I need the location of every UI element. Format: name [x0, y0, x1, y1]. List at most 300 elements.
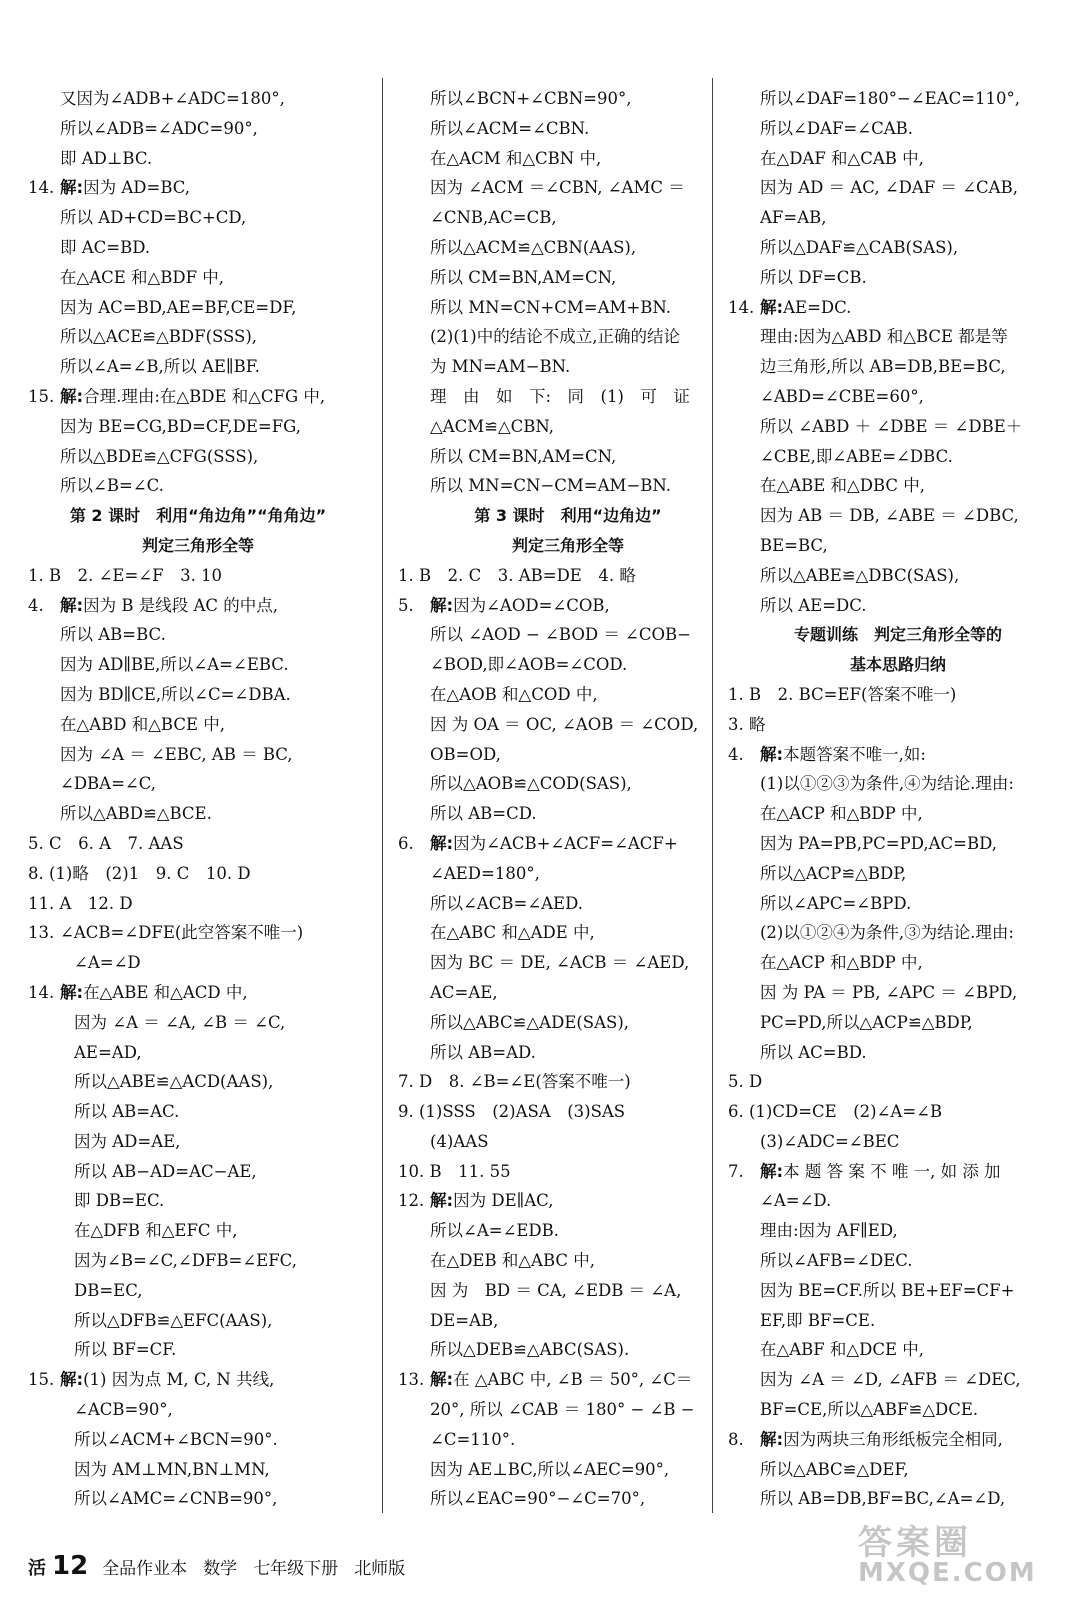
answer-text: ∠CBE,即∠ABE=∠DBC. — [760, 446, 953, 466]
answer-text: 专题训练 判定三角形全等的 — [793, 625, 1002, 645]
answer-line — [398, 680, 738, 710]
answer-line — [28, 382, 368, 412]
answer-text: 本题答案不唯一,如: — [783, 744, 926, 764]
question-number: 6. — [398, 833, 414, 853]
answer-text: 所以△ABE≌△ACD(AAS), — [74, 1072, 274, 1092]
answer-text: 基本思路归纳 — [849, 655, 946, 675]
answer-text: 所以△ABC≌△DEF, — [760, 1459, 909, 1479]
footer-grade: 七年级下册 — [253, 1559, 339, 1579]
answer-text: 在△ACP 和△BDP 中, — [760, 953, 923, 973]
answer-line — [28, 293, 368, 323]
answer-line — [398, 1067, 738, 1097]
answer-text: 理由:因为 AF∥ED, — [760, 1221, 898, 1241]
question-number: 13. — [398, 1370, 425, 1390]
answer-line — [28, 144, 368, 174]
answer-text: 所以 AB=CD. — [430, 804, 537, 824]
answer-text: (1)以①②③为条件,④为结论.理由: — [760, 774, 1014, 794]
footer-prefix: 活 — [28, 1558, 46, 1579]
answer-text: 因为 AD ＝ AC, ∠DAF ＝ ∠CAB, — [760, 178, 1018, 198]
answer-text: AE=DC. — [783, 297, 852, 317]
answer-line — [398, 352, 738, 382]
answer-text: ∠BOD,即∠AOB=∠COD. — [430, 655, 628, 675]
answer-text: EF,即 BF=CE. — [760, 1310, 876, 1330]
answer-text: 所以 AB−AD=AC−AE, — [74, 1161, 257, 1181]
answer-line — [28, 1127, 368, 1157]
answer-line — [28, 173, 368, 203]
answer-text: 在 △ABC 中, ∠B ＝ 50°, ∠C＝ — [453, 1370, 693, 1390]
answer-line — [28, 1395, 368, 1425]
answer-line — [398, 442, 738, 472]
answer-text: 7. D 8. ∠B=∠E(答案不唯一) — [398, 1072, 631, 1092]
answer-text: 8. (1)略 (2)1 9. C 10. D — [28, 863, 251, 883]
answer-line — [28, 322, 368, 352]
answer-text: 在△DEB 和△ABC 中, — [430, 1251, 595, 1271]
solution-label: 解: — [760, 744, 784, 764]
answer-line — [398, 740, 738, 770]
answer-text: 11. A 12. D — [28, 893, 133, 913]
answer-text: PC=PD,所以△ACP≌△BDP, — [760, 1012, 973, 1032]
answer-line — [728, 948, 1068, 978]
answer-text: 所以∠ACM=∠CBN. — [430, 118, 590, 138]
answer-text: 因为 AM⊥MN,BN⊥MN, — [74, 1459, 270, 1479]
answer-text: 所以△ACP≌△BDP, — [760, 863, 907, 883]
answer-line — [28, 1097, 368, 1127]
answer-text: 所以∠DAF=∠CAB. — [760, 118, 913, 138]
answer-text: 在△ACE 和△BDF 中, — [60, 267, 225, 287]
answer-line — [728, 1365, 1068, 1395]
answer-line — [28, 1455, 368, 1485]
answer-text: 5. D — [728, 1072, 763, 1092]
answer-text: 在△ABD 和△BCE 中, — [60, 714, 225, 734]
answer-line — [728, 501, 1068, 531]
answer-text: 因为 AB ＝ DB, ∠ABE ＝ ∠DBC, — [760, 506, 1019, 526]
answer-text: 所以∠A=∠EDB. — [430, 1221, 560, 1241]
question-number: 4. — [728, 744, 744, 764]
answer-line — [398, 322, 738, 352]
answer-line — [398, 1038, 738, 1068]
answer-text: 所以△AOB≌△COD(SAS), — [430, 774, 632, 794]
answer-line — [28, 1276, 368, 1306]
answer-line — [398, 710, 738, 740]
question-number: 14. — [728, 297, 755, 317]
answer-text: 5. C 6. A 7. AAS — [28, 833, 184, 853]
answer-line — [398, 889, 738, 919]
answer-line — [728, 114, 1068, 144]
answer-text: 因为 AD∥BE,所以∠A=∠EBC. — [60, 655, 289, 675]
answer-text: 所以 AB=BC. — [60, 625, 166, 645]
answer-text: 为 MN=AM−BN. — [430, 357, 571, 377]
answer-text: 所以△ABD≌△BCE. — [60, 804, 212, 824]
answer-line — [398, 84, 738, 114]
answer-text: 所以△ABE≌△DBC(SAS), — [760, 565, 960, 585]
answer-text: 所以∠AMC=∠CNB=90°, — [74, 1489, 278, 1509]
answer-line — [398, 1455, 738, 1485]
answer-line — [28, 84, 368, 114]
answer-text: AE=AD, — [74, 1042, 142, 1062]
answer-line — [728, 829, 1068, 859]
answer-text: 所以 AB=AC. — [74, 1102, 180, 1122]
answer-text: 所以 AB=DB,BF=BC,∠A=∠D, — [760, 1489, 1006, 1509]
answer-line — [398, 561, 738, 591]
answer-text: 因为 ∠A ＝ ∠A, ∠B ＝ ∠C, — [74, 1012, 286, 1032]
footer-subject: 数学 — [203, 1559, 238, 1579]
question-number: 8. — [728, 1429, 744, 1449]
answer-line — [28, 412, 368, 442]
solution-label: 解: — [60, 178, 84, 198]
solution-label: 解: — [430, 1370, 454, 1390]
answer-line — [728, 84, 1068, 114]
answer-text: 1. B 2. C 3. AB=DE 4. 略 — [398, 565, 636, 585]
answer-text: 因 为 OA ＝ OC, ∠AOB ＝ ∠COD, — [430, 714, 699, 734]
solution-label: 解: — [60, 595, 84, 615]
solution-label: 解: — [760, 1161, 784, 1181]
answer-line — [398, 620, 738, 650]
answer-line — [28, 442, 368, 472]
answer-text: 所以△ACM≌△CBN(AAS), — [430, 237, 637, 257]
answer-text: 即 AD⊥BC. — [60, 148, 153, 168]
answer-line — [398, 382, 738, 412]
answer-line — [28, 1306, 368, 1336]
answer-text: 因为∠B=∠C,∠DFB=∠EFC, — [74, 1251, 297, 1271]
answer-line — [398, 1306, 738, 1336]
answer-line — [398, 918, 738, 948]
answer-text: 所以 AD+CD=BC+CD, — [60, 208, 247, 228]
answer-text: 所以∠BCN+∠CBN=90°, — [430, 89, 632, 108]
answer-text: ∠CNB,AC=CB, — [430, 208, 557, 228]
answer-line — [728, 1038, 1068, 1068]
answer-text: 在△ABC 和△ADE 中, — [430, 923, 595, 943]
answer-line — [728, 203, 1068, 233]
answer-line — [398, 829, 738, 859]
answer-line — [398, 1008, 738, 1038]
answer-text: 所以 AC=BD. — [760, 1042, 867, 1062]
answer-text: 所以 ∠ABD ＋ ∠DBE ＝ ∠DBE＋ — [760, 416, 1023, 436]
answer-text: 所以△BDE≌△CFG(SSS), — [60, 446, 259, 466]
answer-text: 所以△ABC≌△ADE(SAS), — [430, 1012, 630, 1032]
answer-line — [728, 1008, 1068, 1038]
answer-line — [28, 1365, 368, 1395]
answer-text: 所以△ACE≌△BDF(SSS), — [60, 327, 258, 347]
answer-line — [398, 859, 738, 889]
answer-line — [728, 978, 1068, 1008]
watermark-url: MXQE.COM — [858, 1558, 1037, 1588]
answer-text: (3)∠ADC=∠BEC — [760, 1131, 900, 1151]
answer-line — [398, 293, 738, 323]
answer-line — [398, 1335, 738, 1365]
answer-text: 所以∠ACB=∠AED. — [430, 893, 583, 913]
answer-line — [398, 1425, 738, 1455]
answer-line — [28, 1484, 368, 1514]
answer-line — [28, 352, 368, 382]
answer-text: 6. (1)CD=CE (2)∠A=∠B — [728, 1102, 943, 1122]
answer-text: ∠C=110°. — [430, 1429, 516, 1449]
answer-line — [728, 1276, 1068, 1306]
answer-line — [28, 1246, 368, 1276]
answer-text: ∠AED=180°, — [430, 863, 540, 883]
answer-line — [398, 1484, 738, 1514]
answer-text: 9. (1)SSS (2)ASA (3)SAS — [398, 1102, 626, 1122]
question-number: 13. — [28, 923, 55, 943]
answer-text: ∠ACB=∠DFE(此空答案不唯一) — [60, 923, 304, 943]
answer-line — [28, 591, 368, 621]
answer-text: (1) 因为点 M, C, N 共线, — [83, 1370, 275, 1390]
section-heading — [28, 501, 368, 531]
answer-line — [728, 769, 1068, 799]
answer-text: 1. B 2. ∠E=∠F 3. 10 — [28, 565, 223, 585]
answer-text: ∠DBA=∠C, — [60, 774, 157, 794]
question-number: 7. — [728, 1161, 744, 1181]
answer-text: 因为 ∠A ＝ ∠EBC, AB ＝ BC, — [60, 744, 293, 764]
answer-line — [728, 591, 1068, 621]
solution-label: 解: — [760, 1429, 784, 1449]
answer-line — [398, 1097, 738, 1127]
column-divider — [382, 78, 383, 1513]
solution-label: 解: — [430, 595, 454, 615]
answer-text: 边三角形,所以 AB=DB,BE=BC, — [760, 357, 1006, 377]
section-heading — [28, 531, 368, 561]
answer-text: 10. B 11. 55 — [398, 1161, 511, 1181]
answer-line — [28, 1186, 368, 1216]
answer-text: 在△ACP 和△BDP 中, — [760, 804, 923, 824]
answer-line — [728, 412, 1068, 442]
answer-text: 1. B 2. BC=EF(答案不唯一) — [728, 684, 957, 704]
answer-text: 在△DFB 和△EFC 中, — [74, 1221, 238, 1241]
footer-edition: 北师版 — [354, 1559, 406, 1579]
section-heading — [398, 531, 738, 561]
answer-line — [28, 233, 368, 263]
answer-line — [728, 1186, 1068, 1216]
answer-line — [728, 859, 1068, 889]
answer-line — [28, 918, 368, 948]
answer-text: 所以∠ADB=∠ADC=90°, — [60, 118, 258, 138]
answer-line — [398, 144, 738, 174]
answer-line — [728, 1246, 1068, 1276]
answer-line — [28, 561, 368, 591]
answer-text: 因为 BD∥CE,所以∠C=∠DBA. — [60, 684, 291, 704]
answer-text: 因 为 BD ＝ CA, ∠EDB ＝ ∠A, — [430, 1280, 682, 1300]
answer-line — [398, 471, 738, 501]
answer-line — [728, 1425, 1068, 1455]
answer-line — [728, 322, 1068, 352]
answer-text: 所以∠EAC=90°−∠C=70°, — [430, 1489, 646, 1509]
answer-text: AC=AE, — [430, 982, 498, 1002]
answer-text: △ACM≌△CBN, — [430, 416, 555, 436]
answer-text: 因 为 PA ＝ PB, ∠APC ＝ ∠BPD, — [760, 982, 1018, 1002]
answer-line — [398, 114, 738, 144]
answer-line — [728, 561, 1068, 591]
question-number: 12. — [398, 1191, 425, 1211]
answer-text: 判定三角形全等 — [511, 535, 624, 555]
answer-line — [398, 799, 738, 829]
answer-line — [28, 203, 368, 233]
answer-line — [728, 1157, 1068, 1187]
answer-line — [398, 1365, 738, 1395]
answer-line — [398, 233, 738, 263]
answer-line — [398, 203, 738, 233]
answer-line — [398, 948, 738, 978]
answer-text: 因为 ∠A ＝ ∠D, ∠AFB ＝ ∠DEC, — [760, 1370, 1021, 1390]
answer-text: 又因为∠ADB+∠ADC=180°, — [60, 89, 285, 108]
answer-text: DE=AB, — [430, 1310, 499, 1330]
answer-line — [728, 442, 1068, 472]
answer-line — [28, 769, 368, 799]
answer-text: 因为∠AOD=∠COB, — [453, 595, 610, 615]
answer-text: 在△ABE 和△ACD 中, — [83, 982, 248, 1002]
answer-line — [28, 650, 368, 680]
answer-line — [728, 144, 1068, 174]
answer-line — [728, 710, 1068, 740]
answer-text: 所以∠B=∠C. — [60, 476, 164, 496]
answer-text: AF=AB, — [760, 208, 827, 228]
answer-line — [398, 173, 738, 203]
answer-text: 在△AOB 和△COD 中, — [430, 684, 598, 704]
answer-line — [28, 471, 368, 501]
answer-line — [728, 1097, 1068, 1127]
answer-text: 因为 DE∥AC, — [453, 1191, 554, 1211]
answer-column-2 — [398, 84, 738, 1514]
answer-line — [728, 799, 1068, 829]
answer-line — [728, 263, 1068, 293]
question-number: 15. — [28, 386, 55, 406]
answer-line — [398, 769, 738, 799]
answer-line — [398, 591, 738, 621]
answer-text: 所以△DEB≌△ABC(SAS). — [430, 1340, 630, 1360]
answer-text: 20°, 所以 ∠CAB ＝ 180° − ∠B − — [430, 1400, 695, 1420]
answer-text: 因为 ∠ACM ＝∠CBN, ∠AMC ＝ — [430, 178, 685, 198]
answer-line — [28, 1335, 368, 1365]
answer-line — [728, 1395, 1068, 1425]
answer-line — [28, 114, 368, 144]
answer-line — [28, 978, 368, 1008]
answer-line — [728, 1335, 1068, 1365]
answer-line — [398, 263, 738, 293]
answer-text: 所以 MN=CN+CM=AM+BN. — [430, 297, 672, 317]
answer-text: 所以△DAF≌△CAB(SAS), — [760, 237, 959, 257]
answer-line — [28, 740, 368, 770]
solution-label: 解: — [60, 982, 84, 1002]
answer-line — [728, 1484, 1068, 1514]
answer-text: 即 AC=BD. — [60, 237, 151, 257]
answer-line — [398, 1216, 738, 1246]
answer-text: 即 DB=EC. — [74, 1191, 165, 1211]
watermark-logo-text: 答案圈 — [858, 1523, 972, 1563]
answer-text: 所以∠ACM+∠BCN=90°. — [74, 1429, 278, 1449]
answer-line — [728, 382, 1068, 412]
answer-text: 所以 BF=CF. — [74, 1340, 177, 1360]
answer-line — [398, 412, 738, 442]
answer-line — [28, 263, 368, 293]
answer-text: 所以△DFB≌△EFC(AAS), — [74, 1310, 273, 1330]
site-watermark — [858, 1515, 1068, 1595]
answer-line — [728, 1455, 1068, 1485]
answer-text: 所以 AE=DC. — [760, 595, 867, 615]
answer-line — [398, 1246, 738, 1276]
answer-line — [28, 1008, 368, 1038]
answer-text: 在△DAF 和△CAB 中, — [760, 148, 924, 168]
answer-line — [728, 352, 1068, 382]
answer-line — [728, 233, 1068, 263]
answer-line — [28, 620, 368, 650]
answer-line — [728, 293, 1068, 323]
answer-line — [28, 1067, 368, 1097]
answer-line — [28, 680, 368, 710]
answer-text: ∠ACB=90°, — [74, 1400, 173, 1420]
answer-text: ∠ABD=∠CBE=60°, — [760, 386, 924, 406]
answer-line — [728, 471, 1068, 501]
answer-text: 本 题 答 案 不 唯 一, 如 添 加 — [783, 1161, 1001, 1181]
answer-line — [28, 889, 368, 919]
answer-line — [728, 173, 1068, 203]
answer-text: 理由:因为△ABD 和△BCE 都是等 — [760, 327, 1008, 347]
section-heading — [728, 650, 1068, 680]
answer-line — [28, 1157, 368, 1187]
solution-label: 解: — [60, 1370, 84, 1390]
answer-line — [398, 1186, 738, 1216]
answer-line — [28, 1216, 368, 1246]
answer-text: 所以∠A=∠B,所以 AE∥BF. — [60, 357, 260, 377]
answer-line — [28, 829, 368, 859]
section-heading — [398, 501, 738, 531]
answer-line — [28, 1038, 368, 1068]
solution-label: 解: — [430, 1191, 454, 1211]
answer-text: 因为 AC=BD,AE=BF,CE=DF, — [60, 297, 297, 317]
answer-text: 因为 PA=PB,PC=PD,AC=BD, — [760, 833, 997, 853]
answer-text: 因为 B 是线段 AC 的中点, — [83, 595, 278, 615]
question-number: 4. — [28, 595, 44, 615]
footer-book-title: 全品作业本 — [102, 1559, 188, 1579]
answer-text: 所以 MN=CN−CM=AM−BN. — [430, 476, 672, 496]
answer-text: (2)(1)中的结论不成立,正确的结论 — [430, 327, 680, 347]
section-heading — [728, 620, 1068, 650]
answer-line — [28, 859, 368, 889]
answer-line — [728, 740, 1068, 770]
answer-text: 理 由 如 下: 同 (1) 可 证 — [430, 386, 690, 406]
answer-line — [28, 1425, 368, 1455]
answer-text: BE=BC, — [760, 535, 828, 555]
answer-text: 因为 AE⊥BC,所以∠AEC=90°, — [430, 1459, 670, 1479]
answer-text: 因为∠ACB+∠ACF=∠ACF+ — [453, 833, 678, 853]
answer-text: DB=EC, — [74, 1280, 143, 1300]
answer-text: 因为 AD=AE, — [74, 1131, 181, 1151]
answer-text: 判定三角形全等 — [141, 535, 254, 555]
answer-text: 所以∠DAF=180°−∠EAC=110°, — [760, 89, 1021, 108]
answer-line — [398, 1395, 738, 1425]
answer-line — [728, 889, 1068, 919]
answer-text: 因为 BC ＝ DE, ∠ACB ＝ ∠AED, — [430, 953, 690, 973]
solution-label: 解: — [430, 833, 454, 853]
answer-line — [728, 1216, 1068, 1246]
answer-line — [28, 799, 368, 829]
answer-text: 所以 CM=BN,AM=CN, — [430, 267, 617, 287]
answer-text: (4)AAS — [430, 1131, 489, 1151]
answer-text: 在△ABF 和△DCE 中, — [760, 1340, 925, 1360]
answer-text: 在△ACM 和△CBN 中, — [430, 148, 602, 168]
answer-text: OB=OD, — [430, 744, 501, 764]
answer-text: 因为 BE=CG,BD=CF,DE=FG, — [60, 416, 302, 436]
answer-text: 3. 略 — [728, 714, 766, 734]
answer-text: 所以 DF=CB. — [760, 267, 867, 287]
question-number: 14. — [28, 178, 55, 198]
answer-line — [728, 1127, 1068, 1157]
answer-line — [398, 978, 738, 1008]
answer-line — [398, 1157, 738, 1187]
answer-line — [728, 680, 1068, 710]
answer-text: 所以 AB=AD. — [430, 1042, 536, 1062]
page-number: 12 — [52, 1551, 89, 1581]
answer-text: 在△ABE 和△DBC 中, — [760, 476, 925, 496]
answer-line — [28, 948, 368, 978]
question-number: 14. — [28, 982, 55, 1002]
